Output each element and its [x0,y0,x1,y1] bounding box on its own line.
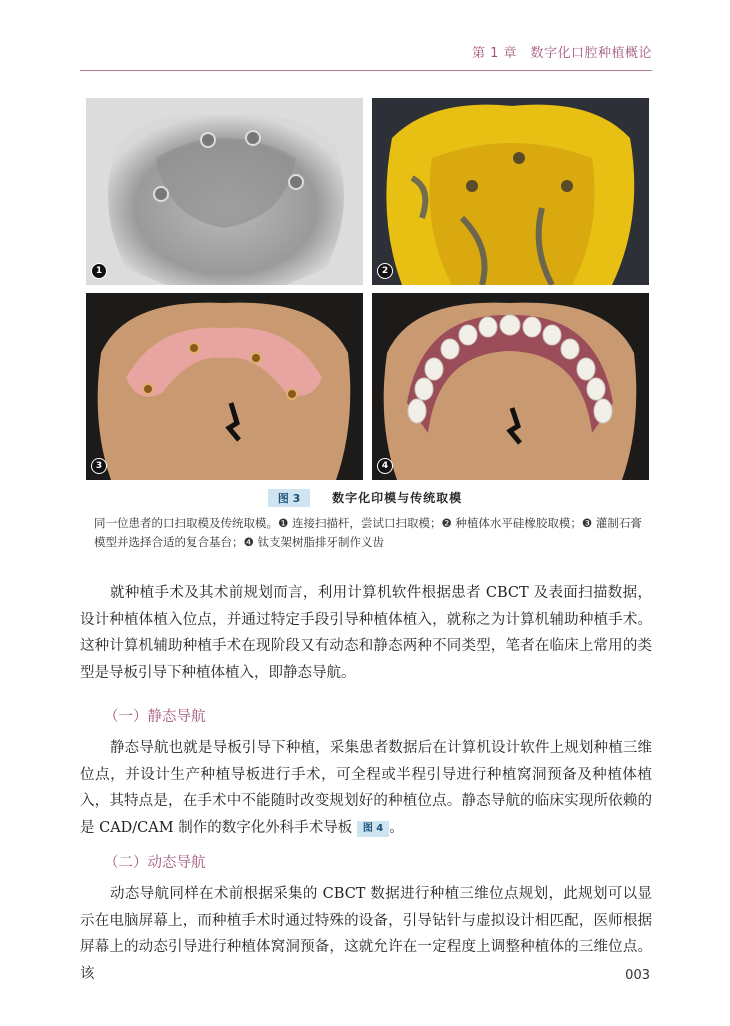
page-number: 003 [625,968,650,983]
section-heading-dynamic: （二）动态导航 [104,855,206,871]
figure-note: 同一位患者的口扫取模及传统取模。❶ 连接扫描杆，尝试口扫取模；❷ 种植体水平硅橡胶取模；❸ 灌制石膏模型并选择合适的复合基台；❹ 钛支架树脂排牙制作义齿 [94,516,642,549]
figure-panel-2-silicone-impression [372,98,649,285]
figure-caption-title [0,489,730,507]
section-heading-static: （一）静态导航 [104,709,206,725]
figure-title: 数字化印模与传统取模 [332,491,463,505]
panel-number-badge: 4 [377,458,393,474]
header-divider [80,70,652,71]
panel-number-badge: 3 [91,458,107,474]
figure-tag: 图 3 [268,489,310,507]
sentence-end: 。 [389,819,404,836]
running-header: 第 1 章 数字化口腔种植概论 [471,46,652,61]
figure-panel-1-scan-model [86,98,363,285]
intro-paragraph: 就种植手术及其术前规划而言，利用计算机软件根据患者 CBCT 及表面扫描数据，设计种植体植入位点，并通过特定手段引导种植体植入，就称之为计算机辅助种植手术。这种计算机辅助种植手术在现阶段又有动态和静态两种不同类型，笔者在临床上常用的类型是导板引导下种植体植入，即静态导航。 [80,585,652,681]
dynamic-navigation-paragraph: 动态导航同样在术前根据采集的 CBCT 数据进行种植三维位点规划，此规划可以显示在电脑屏幕上，而种植手术时通过特殊的设备，引导钻针与虚拟设计相匹配，医师根据屏幕上的动态引导进行种植体窝洞预备，这就允许在一定程度上调整种植体的三维位点。该 [80,886,652,982]
static-navigation-text: 静态导航也就是导板引导下种植，采集患者数据后在计算机设计软件上规划种植三维位点，并设计生产种植导板进行手术，可全程或半程引导进行种植窝洞预备及种植体植入，其特点是，在手术中不能随时改变规划好的种植位点。静态导航的临床实现所依赖的是 CAD/CAM 制作的数字化外科手术导板 [80,740,652,836]
figure-panel-4-denture [372,293,649,480]
panel-number-badge: 1 [91,263,107,279]
figure-4-reference[interactable]: 图 4 [357,821,389,837]
static-navigation-paragraph [80,735,652,841]
panel-number-badge: 2 [377,263,393,279]
figure-panel-3-stone-model [86,293,363,480]
